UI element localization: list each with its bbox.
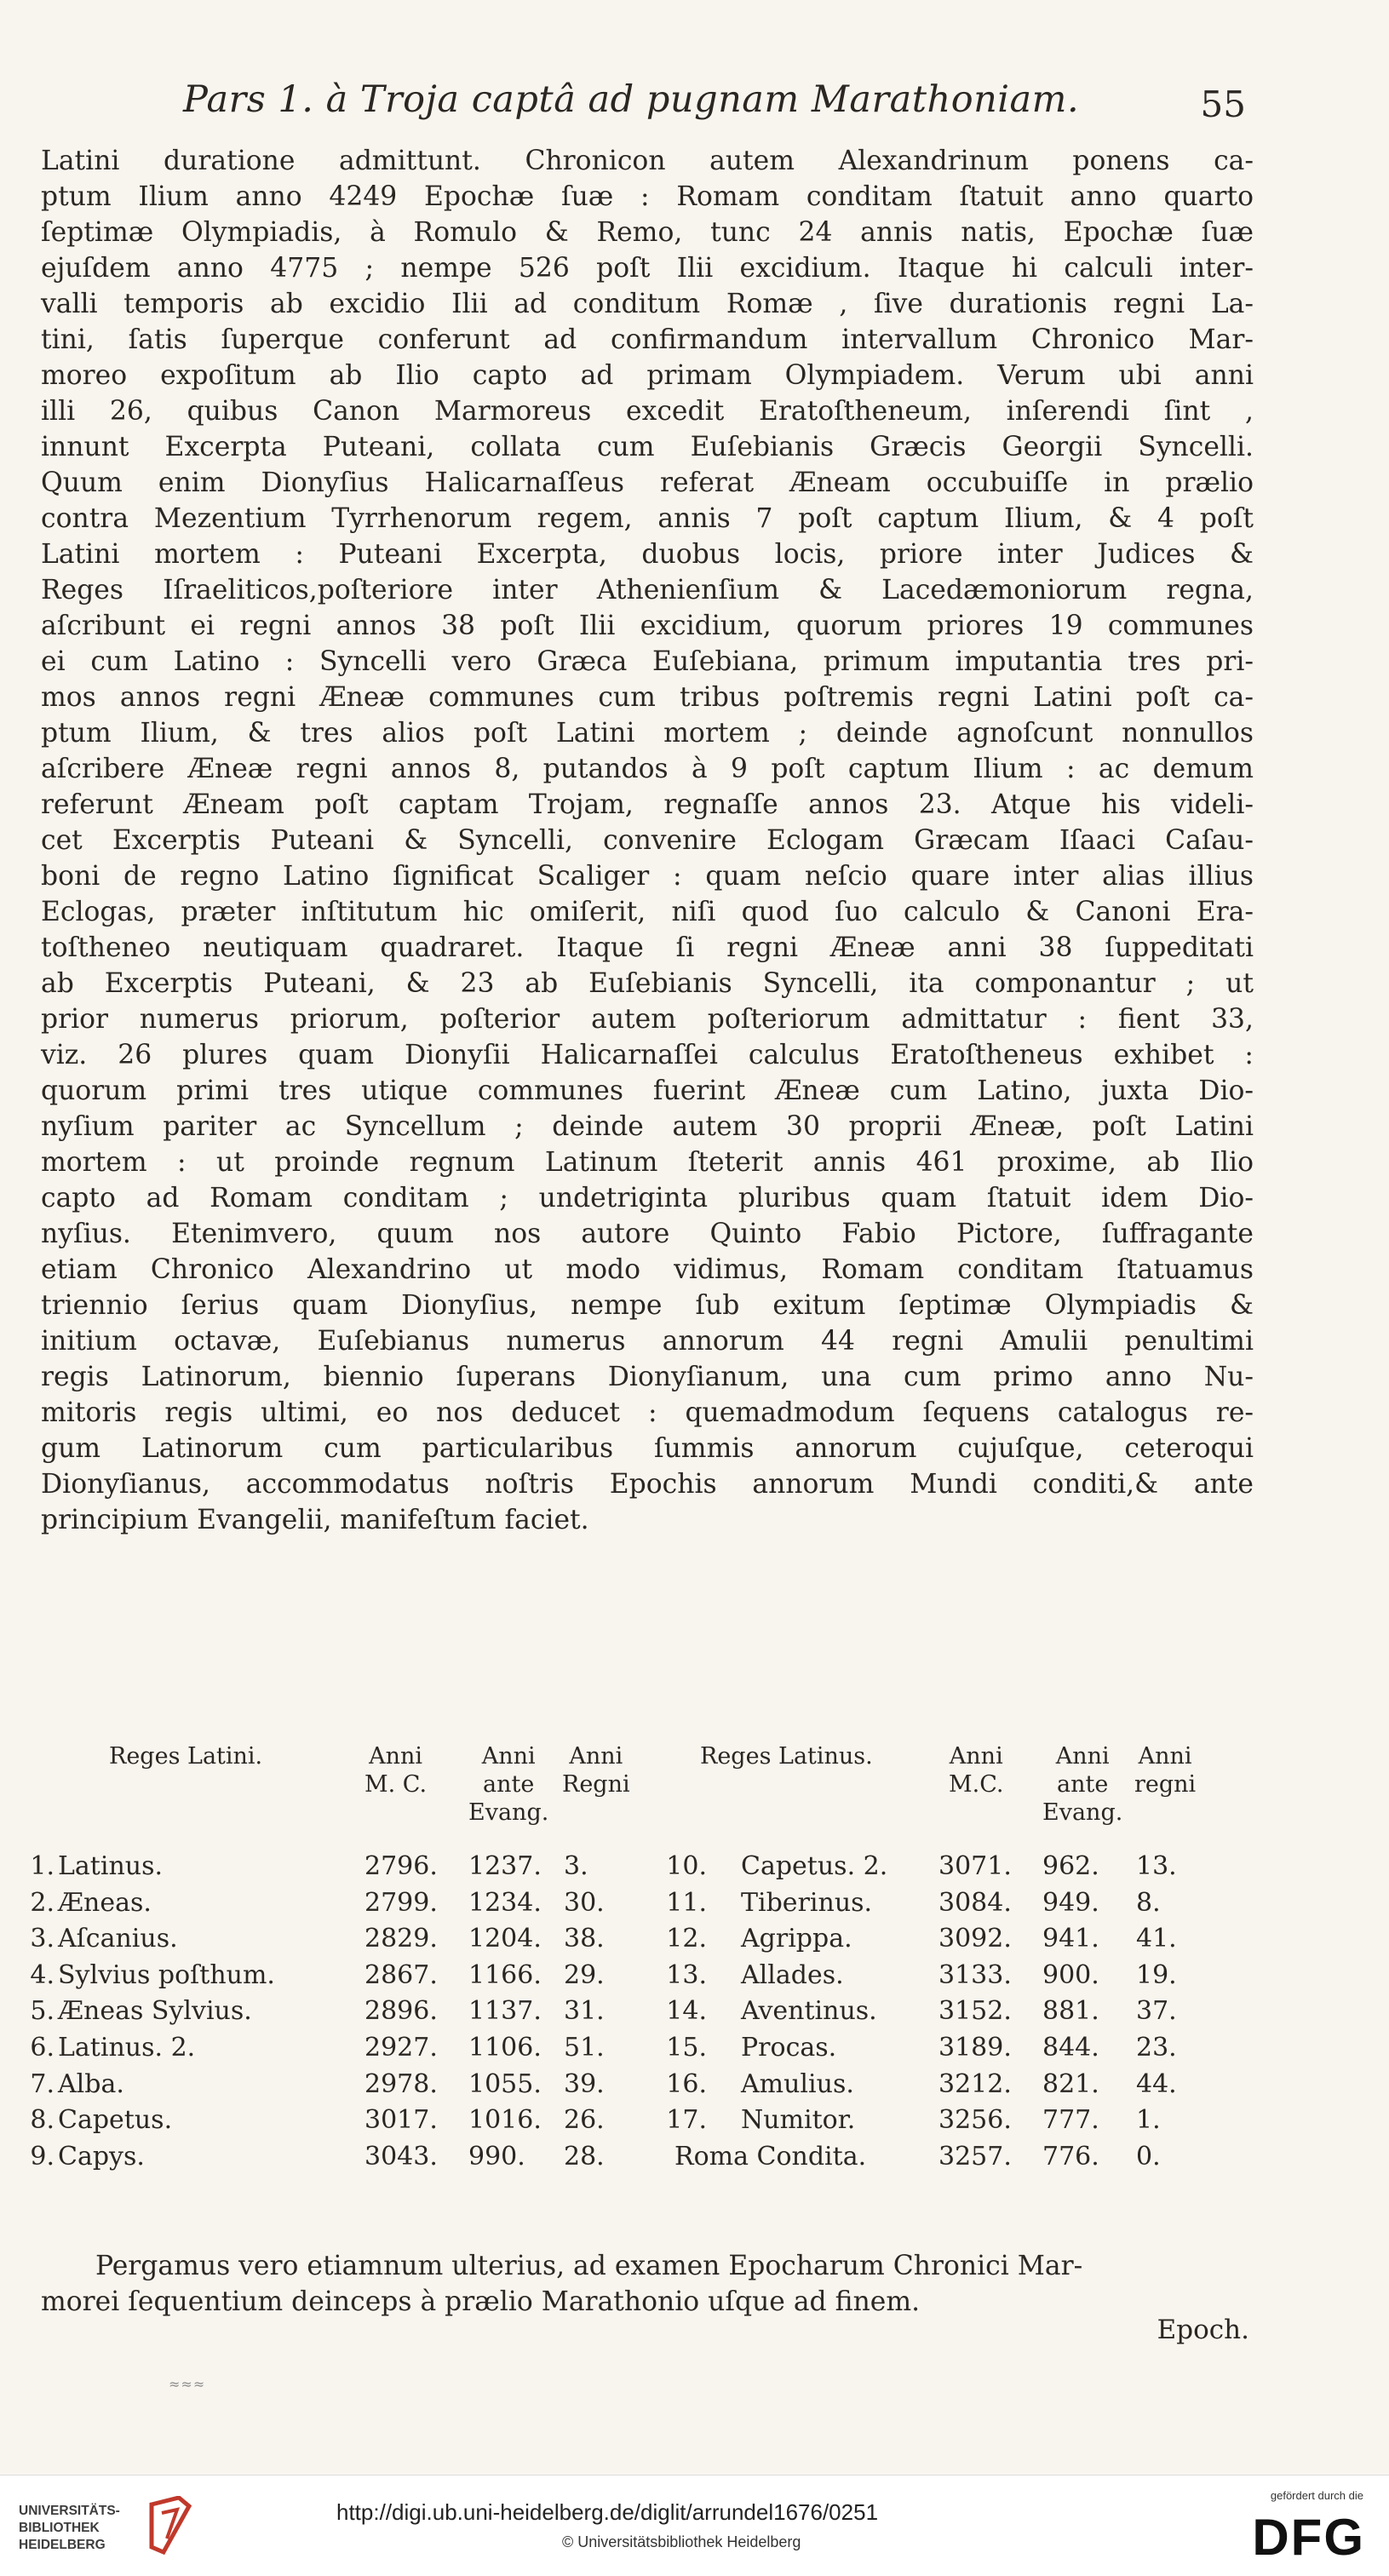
years-regni: 37.	[1136, 1996, 1177, 2027]
year-mc: 2829.	[364, 1924, 438, 1954]
institution-name: UNIVERSITÄTS- BIBLIOTHEK HEIDELBERG	[19, 2504, 120, 2552]
text-line: Eclogas, præter inſtitutum hic omiſerit, niſi quod ſuo calculo & Canoni Era-	[41, 897, 1254, 927]
year-ante-evang: 1106.	[468, 2033, 542, 2063]
years-regni: 13.	[1136, 1851, 1177, 1881]
library-stamp: ≈≈≈	[169, 2376, 206, 2392]
year-mc: 3084.	[938, 1887, 1012, 1918]
table-header-reg-right: Anni regni	[1134, 1743, 1197, 1798]
years-regni: 38.	[564, 1924, 605, 1954]
text-line: ptum Ilium anno 4249 Epochæ ſuæ : Romam conditam ſtatuit anno quarto	[41, 181, 1254, 212]
text-line: triennio ſerius quam Dionyſius, nempe ſub exitum ſeptimæ Olympiadis &	[41, 1290, 1254, 1321]
university-logo-icon	[145, 2496, 196, 2556]
row-number: 1.	[30, 1851, 55, 1881]
row-number: 6.	[30, 2033, 55, 2063]
years-regni: 26.	[564, 2105, 605, 2136]
year-mc: 2796.	[364, 1851, 438, 1881]
text-line: ſeptimæ Olympiadis, à Romulo & Remo, tunc 24 annis natis, Epochæ ſuæ	[41, 217, 1254, 248]
text-line: cet Excerptis Puteani & Syncelli, convenire Eclogam Græcam Iſaaci Caſau-	[41, 825, 1254, 856]
year-mc: 2867.	[364, 1959, 438, 1990]
year-mc: 3092.	[938, 1924, 1012, 1954]
year-ante-evang: 900.	[1042, 1959, 1099, 1990]
catchword: Epoch.	[1157, 2315, 1249, 2345]
year-ante-evang: 941.	[1042, 1924, 1099, 1954]
row-number: 15.	[666, 2033, 707, 2063]
row-number: 9.	[30, 2141, 55, 2172]
text-line: Dionyſianus, accommodatus noſtris Epochis annorum Mundi conditi,& ante	[41, 1469, 1254, 1500]
years-regni: 3.	[564, 1851, 588, 1881]
funder-note: gefördert durch die	[1270, 2489, 1363, 2502]
year-ante-evang: 1234.	[468, 1887, 542, 1918]
text-line: Quum enim Dionyſius Halicarnaſſeus referat Æneam occubuiſſe in prælio	[41, 468, 1254, 498]
text-line: etiam Chronico Alexandrino ut modo vidimus, Romam conditam ſtatuamus	[41, 1254, 1254, 1285]
closing-line: Pergamus vero etiamnum ulterius, ad examen Epocharum Chronici Mar-	[95, 2251, 1083, 2281]
closing-paragraph	[41, 2248, 1254, 2320]
king-name: Sylvius poſthum.	[58, 1959, 275, 1990]
king-name: Procas.	[741, 2033, 837, 2063]
king-name: Latinus. 2.	[58, 2033, 196, 2063]
text-line: innunt Excerpta Puteani, collata cum Euſebianis Græcis Georgii Syncelli.	[41, 432, 1254, 462]
year-ante-evang: 777.	[1042, 2105, 1099, 2136]
year-ante-evang: 881.	[1042, 1996, 1099, 2027]
text-line: Reges Iſraeliticos,poſteriore inter Athenienſium & Lacedæmoniorum regna,	[41, 575, 1254, 605]
text-line: gum Latinorum cum particularibus ſummis annorum cujuſque, ceteroqui	[41, 1433, 1254, 1464]
year-ante-evang: 1204.	[468, 1924, 542, 1954]
text-line: illi 26, quibus Canon Marmoreus excedit Eratoſtheneum, inſerendi ſint ,	[41, 396, 1254, 427]
text-line: Latini mortem : Puteani Excerpta, duobus locis, priore inter Judices &	[41, 539, 1254, 570]
text-line: ptum Ilium, & tres alios poſt Latini mortem ; deinde agnoſcunt nonnullos	[41, 718, 1254, 749]
king-name: Alba.	[58, 2068, 124, 2099]
row-number: 2.	[30, 1887, 55, 1918]
king-name: Numitor.	[741, 2105, 856, 2136]
year-ante-evang: 844.	[1042, 2033, 1099, 2063]
king-name: Tiberinus.	[741, 1887, 873, 1918]
text-line: nyſius. Etenimvero, quum nos autore Quinto Fabio Pictore, ſuffragante	[41, 1219, 1254, 1249]
row-number: 4.	[30, 1959, 55, 1990]
text-line: nyſium pariter ac Syncellum ; deinde autem 30 proprii Æneæ, poſt Latini	[41, 1111, 1254, 1142]
row-number: 3.	[30, 1924, 55, 1954]
years-regni: 29.	[564, 1959, 605, 1990]
year-mc: 3212.	[938, 2068, 1012, 2099]
year-ante-evang: 821.	[1042, 2068, 1099, 2099]
king-name: Amulius.	[741, 2068, 854, 2099]
row-number: 13.	[666, 1959, 707, 1990]
year-mc: 2978.	[364, 2068, 438, 2099]
digitization-footer	[0, 2475, 1389, 2576]
table-header-kings-right: Reges Latinus.	[700, 1743, 873, 1770]
king-name: Agrippa.	[741, 1924, 852, 1954]
text-line: aſcribere Æneæ regni annos 8, putandos à 9 poſt captum Ilium : ac demum	[41, 754, 1254, 784]
year-mc: 3256.	[938, 2105, 1012, 2136]
text-line: initium octavæ, Euſebianus numerus annorum 44 regni Amulii penultimi	[41, 1326, 1254, 1357]
row-number: 16.	[666, 2068, 707, 2099]
year-mc: 3189.	[938, 2033, 1012, 2063]
body-text	[41, 143, 1254, 1538]
text-line: prior numerus priorum, poſterior autem poſteriorum admittatur : fient 33,	[41, 1004, 1254, 1035]
years-regni: 0.	[1136, 2141, 1161, 2172]
row-number: 7.	[30, 2068, 55, 2099]
text-line: valli temporis ab excidio Ilii ad conditum Romæ , ſive durationis regni La-	[41, 289, 1254, 319]
text-line: regis Latinorum, biennio ſuperans Dionyſianum, una cum primo anno Nu-	[41, 1362, 1254, 1392]
text-line: toſtheneo neutiquam quadraret. Itaque ſi regni Æneæ anni 38 ſuppeditati	[41, 932, 1254, 963]
page-header	[0, 78, 1389, 138]
table-header-reg-left: Anni Regni	[562, 1743, 630, 1798]
king-name: Latinus.	[58, 1851, 164, 1881]
row-number: 14.	[666, 1996, 707, 2027]
row-number: 8.	[30, 2105, 55, 2136]
row-number: 12.	[666, 1924, 707, 1954]
row-number: 17.	[666, 2105, 707, 2136]
years-regni: 44.	[1136, 2068, 1177, 2099]
text-line: viz. 26 plures quam Dionyſii Halicarnaſſei calculus Eratoſtheneus exhibet :	[41, 1040, 1254, 1070]
king-name: Capetus. 2.	[741, 1851, 888, 1881]
copyright-notice: © Universitätsbibliothek Heidelberg	[562, 2533, 801, 2550]
running-title: Pars 1. à Troja captâ ad pugnam Marathoniam.	[183, 78, 1080, 121]
year-mc: 2896.	[364, 1996, 438, 2027]
year-ante-evang: 962.	[1042, 1851, 1099, 1881]
year-mc: 3257.	[938, 2141, 1012, 2172]
row-number: 11.	[666, 1887, 707, 1918]
years-regni: 31.	[564, 1996, 605, 2027]
year-mc: 3152.	[938, 1996, 1012, 2027]
years-regni: 30.	[564, 1887, 605, 1918]
king-name: Aſcanius.	[58, 1924, 178, 1954]
text-line: mitoris regis ultimi, eo nos deducet : quemadmodum ſequens catalogus re-	[41, 1397, 1254, 1428]
king-name: Capetus.	[58, 2105, 173, 2136]
dfg-logo: DFG	[1252, 2509, 1365, 2566]
text-line: boni de regno Latino ſignificat Scaliger : quam neſcio quare inter alias illius	[41, 861, 1254, 892]
text-line: contra Mezentium Tyrrhenorum regem, annis 7 poſt captum Ilium, & 4 poſt	[41, 503, 1254, 534]
text-line: Latini duratione admittunt. Chronicon autem Alexandrinum ponens ca-	[41, 146, 1254, 176]
year-mc: 3043.	[364, 2141, 438, 2172]
year-ante-evang: 1137.	[468, 1996, 542, 2027]
kings-table	[0, 1742, 1389, 2211]
table-header-mc-left: Anni M. C.	[364, 1743, 428, 1798]
king-name: Capys.	[58, 2141, 145, 2172]
text-line: ei cum Latino : Syncelli vero Græca Euſebiana, primum imputantia tres pri-	[41, 646, 1254, 677]
row-number: 5.	[30, 1996, 55, 2027]
years-regni: 1.	[1136, 2105, 1161, 2136]
source-url-link[interactable]: http://digi.ub.uni-heidelberg.de/diglit/arrundel1676/0251	[336, 2499, 879, 2525]
text-line: moreo expoſitum ab Ilio capto ad primam Olympiadem. Verum ubi anni	[41, 360, 1254, 391]
years-regni: 19.	[1136, 1959, 1177, 1990]
text-line: tini, ſatis ſuperque conferunt ad confirmandum intervallum Chronico Mar-	[41, 324, 1254, 355]
text-line: ejuſdem anno 4775 ; nempe 526 poſt Ilii excidium. Itaque hi calculi inter-	[41, 253, 1254, 284]
text-line: mortem : ut proinde regnum Latinum ſteterit annis 461 proxime, ab Ilio	[41, 1147, 1254, 1178]
text-line: mos annos regni Æneæ communes cum tribus poſtremis regni Latini poſt ca-	[41, 682, 1254, 713]
king-name: Allades.	[741, 1959, 844, 1990]
king-name: Aventinus.	[741, 1996, 877, 2027]
year-mc: 2799.	[364, 1887, 438, 1918]
year-mc: 3017.	[364, 2105, 438, 2136]
year-ante-evang: 990.	[468, 2141, 525, 2172]
table-header-ev-left: Anni ante Evang.	[468, 1743, 549, 1826]
years-regni: 41.	[1136, 1924, 1177, 1954]
table-header-mc-right: Anni M.C.	[949, 1743, 1004, 1798]
text-line: aſcribunt ei regni annos 38 poſt Ilii excidium, quorum priores 19 communes	[41, 611, 1254, 641]
closing-line: morei ſequentium deinceps à prælio Marathonio uſque ad finem.	[41, 2286, 921, 2317]
text-line: ab Excerptis Puteani, & 23 ab Euſebianis Syncelli, ita componantur ; ut	[41, 968, 1254, 999]
year-ante-evang: 1016.	[468, 2105, 542, 2136]
years-regni: 39.	[564, 2068, 605, 2099]
text-line: capto ad Romam conditam ; undetriginta pluribus quam ſtatuit idem Dio-	[41, 1183, 1254, 1213]
text-line: quorum primi tres utique communes fuerint Æneæ cum Latino, juxta Dio-	[41, 1076, 1254, 1106]
year-mc: 2927.	[364, 2033, 438, 2063]
years-regni: 8.	[1136, 1887, 1161, 1918]
table-header-kings-left: Reges Latini.	[109, 1743, 263, 1770]
row-number: 10.	[666, 1851, 707, 1881]
page-number: 55	[1200, 83, 1246, 125]
year-ante-evang: 949.	[1042, 1887, 1099, 1918]
years-regni: 28.	[564, 2141, 605, 2172]
king-name: Æneas Sylvius.	[58, 1996, 252, 2027]
years-regni: 23.	[1136, 2033, 1177, 2063]
year-ante-evang: 1055.	[468, 2068, 542, 2099]
king-name: Æneas.	[58, 1887, 152, 1918]
table-header-ev-right: Anni ante Evang.	[1042, 1743, 1123, 1826]
text-line: referunt Æneam poſt captam Trojam, regnaſſe annos 23. Atque his videli-	[41, 789, 1254, 820]
king-name: Roma Condita.	[674, 2141, 867, 2172]
year-mc: 3071.	[938, 1851, 1012, 1881]
year-mc: 3133.	[938, 1959, 1012, 1990]
text-line: principium Evangelii, manifeſtum faciet.	[41, 1505, 589, 1535]
year-ante-evang: 1237.	[468, 1851, 542, 1881]
years-regni: 51.	[564, 2033, 605, 2063]
year-ante-evang: 1166.	[468, 1959, 542, 1990]
year-ante-evang: 776.	[1042, 2141, 1099, 2172]
